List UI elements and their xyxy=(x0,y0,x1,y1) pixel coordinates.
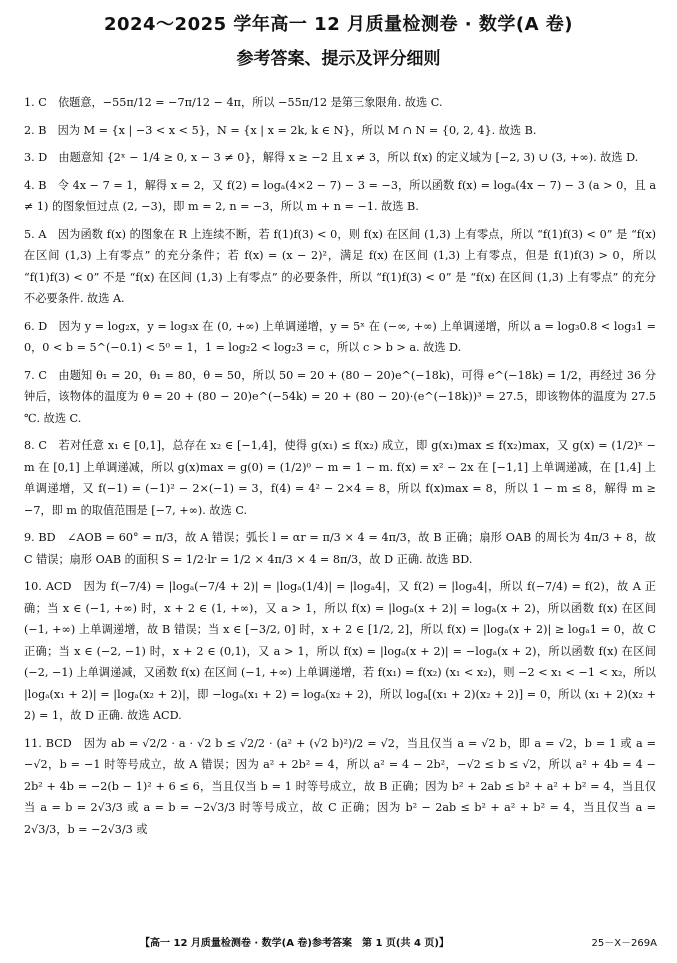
answer-item-2: 2. B 因为 M = {x | −3 < x < 5}，N = {x | x = 2k, k ∈ N}，所以 M ∩ N = {0, 2, 4}. 故选 B. xyxy=(24,123,537,137)
answer-item-8: 8. C 若对任意 x₁ ∈ [0,1]，总存在 x₂ ∈ [−1,4]，使得 g(x₁) ≤ f(x₂) 成立，即 g(x₁)max ≤ f(x₂)max，又 g(x) = (1/2)ˣ − m 在 [0,1] 上单调递减，所以 g(x)max = g(0) = (1/2)⁰ − m = 1 − m. f(x) = x² − 2x 在 [−1,1] 上单调递减，在 [1,4] 上单调递增，又 f(−1) = (−1)² − 2×(−1) = 3，f(4) = 4² − 2×4 = 8，所以 f(x)max = 8，所以 1 − m ≤ 8，解得 m ≥ −7，即 m 的取值范围是 [−7, +∞). 故选 C. xyxy=(24,439,656,517)
page-title: 2024～2025 学年高一 12 月质量检测卷 · 数学(A 卷) xyxy=(103,14,574,35)
answer-item-6: 6. D 因为 y = log₂x，y = log₃x 在 (0, +∞) 上单调递增，y = 5ˣ 在 (−∞, +∞) 上单调递增，所以 a = log₃0.8 < log₃1 = 0，0 < b = 5^(−0.1) < 5⁰ = 1，1 = log₂2 < log₂3 = c，所以 c > b > a. 故选 D. xyxy=(24,319,656,354)
answer-item-10: 10. ACD 因为 f(−7/4) = |logₐ(−7/4 + 2)| = |logₐ(1/4)| = |logₐ4|，又 f(2) = |logₐ4|，所以 f(−7/4) = f(2)，故 A 正确；当 x ∈ (−1, +∞) 时，x + 2 ∈ (1, +∞)，又 a > 1，所以 f(x) = |logₐ(x + 2)| = logₐ(x + 2)，所以函数 f(x) 在区间 (−1, +∞) 上单调递增，故 B 错误；当 x ∈ [−3/2, 0] 时，x + 2 ∈ [1/2, 2]，所以 f(x) = |logₐ(x + 2)| ≥ logₐ1 = 0，故 C 正确；当 x ∈ (−2, −1) 时，x + 2 ∈ (0,1)，又 a > 1，所以 f(x) = |logₐ(x + 2)| = −logₐ(x + 2)，所以函数 f(x) 在区间 (−2, −1) 上单调递减，又函数 f(x) 在区间 (−1, +∞) 上单调递增，若 f(x₁) = f(x₂) (x₁ < x₂)，则 −2 < x₁ < −1 < x₂，所以 |logₐ(x₁ + 2)| = |logₐ(x₂ + 2)|，即 −logₐ(x₁ + 2) = logₐ(x₂ + 2)，所以 logₐ[(x₁ + 2)(x₂ + 2)] = 0，所以 (x₁ + 2)(x₂ + 2) = 1，故 D 正确. 故选 ACD. xyxy=(24,580,656,722)
answer-item-4: 4. B 令 4x − 7 = 1，解得 x = 2，又 f(2) = logₐ(4×2 − 7) − 3 = −3，所以函数 f(x) = logₐ(4x − 7) − 3 (a > 0，且 a ≠ 1) 的图象恒过点 (2, −3)，即 m = 2, n = −3，所以 m + n = −1. 故选 B. xyxy=(24,178,656,213)
answer-item-7: 7. C 由题知 θ₁ = 20，θ₁ = 80，θ = 50，所以 50 = 20 + (80 − 20)e^(−18k)，可得 e^(−18k) = 1/2，再经过 36 分钟后，该物体的温度为 θ = 20 + (80 − 20)e^(−54k) = 20 + (80 − 20)·(e^(−18k))³ = 27.5，即该物体的温度为 27.5 ℃. 故选 C. xyxy=(24,368,656,425)
answer-item-11: 11. BCD 因为 ab = √2/2 · a · √2 b ≤ √2/2 · (a² + (√2 b)²)/2 = √2，当且仅当 a = √2 b，即 a = √2，b = 1 或 a = −√2，b = −1 时等号成立，故 A 错误；因为 a² + 2b² = 4，所以 a² = 4 − 2b²，−√2 ≤ b ≤ √2，所以 a² + 4b = 4 − 2b² + 4b = −2(b − 1)² + 6 ≤ 6，当且仅当 b = 1 时等号成立，故 B 正确；因为 b² + 2ab ≤ b² + a² + b² = 4，当且仅当 a = b = 2√3/3 或 a = b = −2√3/3 时等号成立，故 C 正确；因为 b² − 2ab ≤ b² + a² + b² = 4，当且仅当 a = 2√3/3，b = −2√3/3 或 xyxy=(24,736,656,836)
answer-item-5: 5. A 因为函数 f(x) 的图象在 R 上连续不断，若 f(1)f(3) < 0，则 f(x) 在区间 (1,3) 上有零点，所以 “f(1)f(3) < 0” 是 “f(x) 在区间 (1,3) 上有零点” 的充分条件；若 f(x) = (x − 2)²，满足 f(x) 在区间 (1,3) 上有零点，但是 f(1)f(3) > 0，所以 “f(1)f(3) < 0” 不是 “f(x) 在区间 (1,3) 上有零点” 的必要条件，所以 “f(1)f(3) < 0” 是 “f(x) 在区间 (1,3) 上有零点” 的充分不必要条件. 故选 A. xyxy=(24,227,656,305)
answer-item-3: 3. D 由题意知 {2ˣ − 1/4 ≥ 0, x − 3 ≠ 0}，解得 x ≥ −2 且 x ≠ 3，所以 f(x) 的定义域为 [−2, 3) ∪ (3, +∞). 故选 D. xyxy=(24,151,639,164)
answer-list xyxy=(24,92,656,846)
footer-page-info: 【高一 12 月质量检测卷 · 数学(A 卷)参考答案 第 1 页(共 4 页)】 xyxy=(140,938,449,949)
answer-item-1: 1. C 依题意，−55π/12 = −7π/12 − 4π，所以 −55π/12 是第三象限角. 故选 C. xyxy=(24,96,443,109)
answer-item-9: 9. BD ∠AOB = 60° = π/3，故 A 错误；弧长 l = αr = π/3 × 4 = 4π/3，故 B 正确；扇形 OAB 的周长为 4π/3 + 8，故 C 错误；扇形 OAB 的面积 S = 1/2·lr = 1/2 × 4π/3 × 4 = 8π/3，故 D 正确. 故选 BD. xyxy=(24,531,656,566)
footer-code: 25－X－269A xyxy=(591,938,657,949)
page-subtitle: 参考答案、提示及评分细则 xyxy=(236,49,441,69)
